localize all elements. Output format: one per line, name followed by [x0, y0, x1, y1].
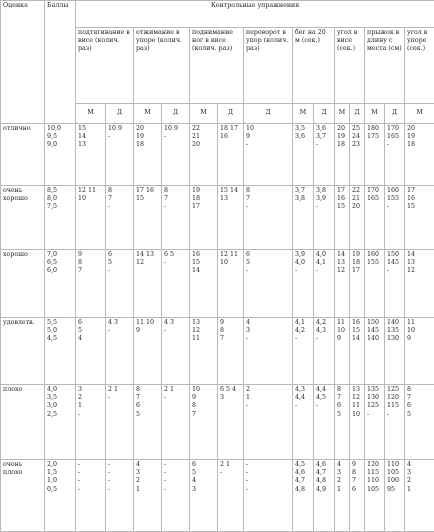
norm-cell: 18 17 16 [218, 124, 244, 186]
norm-cell: 20 19 18 [405, 124, 434, 186]
gender-subheader: М [335, 104, 350, 124]
gender-subheader: М [134, 104, 162, 124]
points-value: 2,0 1,5 1,0 0,5 [45, 460, 76, 532]
exercise-header-long-jump: прыжок в длину с места (см) [365, 28, 405, 104]
norm-cell: 11 10 9 [405, 318, 434, 385]
norm-cell: 4 3 2 1 [335, 460, 350, 532]
norm-cell: 8 7 6 5 [134, 385, 162, 460]
norm-cell: 19 18 17 [350, 250, 365, 318]
gender-subheader: Д [385, 104, 405, 124]
norm-cell: 8 7 - [162, 186, 190, 250]
exercise-header-support-angle: угол в упоре (сек.) [405, 28, 434, 104]
gender-subheader: Д [106, 104, 134, 124]
norm-cell: 150 145 140 [365, 318, 385, 385]
norm-cell: 6 5 - [106, 250, 134, 318]
gender-subheader: Д [314, 104, 335, 124]
norm-cell: 4 3 2 1 [405, 460, 434, 532]
exercises-group-header: Контрольные упражнения [76, 1, 434, 28]
norm-cell: - - - - [106, 460, 134, 532]
norm-cell: 9 8 7 [76, 250, 106, 318]
norm-cell: 4 3 - [162, 318, 190, 385]
exercise-header-turnover: переворот в упор (колич. раз) [244, 28, 293, 104]
norm-cell: 16 15 14 [350, 318, 365, 385]
norm-cell: 6 5 4 3 [218, 385, 244, 460]
norm-cell: 110 105 100 95 [385, 460, 405, 532]
grade-label: хорошо [1, 250, 45, 318]
norm-cell: 15 14 13 [218, 186, 244, 250]
norm-cell: 3,6 3,7 - [314, 124, 335, 186]
norm-cell: 15 14 13 [76, 124, 106, 186]
norm-cell: 4 3 - [244, 318, 293, 385]
norm-cell: 3,9 4,0 - [293, 250, 314, 318]
grade-header: Оценка [1, 1, 45, 124]
grade-label: очень хорошо [1, 186, 45, 250]
grade-label: плохо [1, 385, 45, 460]
table-row [1, 186, 434, 250]
table-row [1, 385, 434, 460]
points-value: 8,5 8,0 7,5 [45, 186, 76, 250]
norm-cell: 2 1 - [244, 385, 293, 460]
norm-cell: 160 155 - [385, 186, 405, 250]
norm-cell: 2 1 - [218, 460, 244, 532]
norm-cell: 25 24 23 [350, 124, 365, 186]
norm-cell: 8 7 - [244, 186, 293, 250]
table-row [1, 460, 434, 532]
points-value: 4,0 3,5 3,0 2,5 [45, 385, 76, 460]
grade-label: удовлетв. [1, 318, 45, 385]
norm-cell: 4 3 - [106, 318, 134, 385]
norm-cell: 2 1 - [162, 385, 190, 460]
norm-cell: 180 175 [365, 124, 385, 186]
norm-cell: 4,0 4,1 - [314, 250, 335, 318]
table-row [1, 250, 434, 318]
exercise-header-run-20m: бег на 20 м (сек.) [293, 28, 335, 104]
norm-cell: 170 165 [365, 186, 385, 250]
gender-subheader: Д [244, 104, 293, 124]
norm-cell: 4,4 4,5 - [314, 385, 335, 460]
norm-cell: 2 1 - [106, 385, 134, 460]
norm-cell: 13 12 11 [190, 318, 218, 385]
norm-cell: 10 9 - [106, 124, 134, 186]
norm-cell: 17 16 15 [335, 186, 350, 250]
table-row [1, 318, 434, 385]
norm-cell: 3,5 3,6 [293, 124, 314, 186]
norm-cell: 9 8 7 6 [350, 460, 365, 532]
norm-cell: 20 19 18 [335, 124, 350, 186]
grade-label: очень плохо [1, 460, 45, 532]
norm-cell: 4 3 2 1 [134, 460, 162, 532]
norm-cell: 4,3 4,4 - [293, 385, 314, 460]
norm-cell: 10 9 - [244, 124, 293, 186]
exercise-header-pushups: отжимание в упоре (колич. раз) [134, 28, 190, 104]
norm-cell: 14 13 12 [405, 250, 434, 318]
norm-cell: 8 7 - [106, 186, 134, 250]
exercise-header-hang-angle: угол в висе (сек.) [335, 28, 365, 104]
norm-cell: 13 12 11 10 [350, 385, 365, 460]
norm-cell: 4,6 4,7 4,8 4,9 [314, 460, 335, 532]
norm-cell: 10 9 - [162, 124, 190, 186]
norm-cell: 120 115 110 105 [365, 460, 385, 532]
points-value: 10,0 9,5 9,0 [45, 124, 76, 186]
gender-subheader: Д [162, 104, 190, 124]
norm-cell: 22 21 20 [190, 124, 218, 186]
gender-subheader: М [405, 104, 434, 124]
norm-cell: 10 9 8 7 [190, 385, 218, 460]
gender-subheader: М [190, 104, 218, 124]
norm-cell: 4,2 4,3 - [314, 318, 335, 385]
norm-cell: 125 120 115 - [385, 385, 405, 460]
norm-cell: 11 10 9 [134, 318, 162, 385]
points-value: 5,5 5,0 4,5 [45, 318, 76, 385]
norm-cell: 14 13 12 [134, 250, 162, 318]
norm-cell: 8 7 6 5 [335, 385, 350, 460]
norm-cell: - - - - [244, 460, 293, 532]
norm-cell: 140 135 130 [385, 318, 405, 385]
norm-cell: 160 155 [365, 250, 385, 318]
points-header: Баллы [45, 1, 76, 124]
gender-subheader: М [76, 104, 106, 124]
norm-cell: 19 18 17 [190, 186, 218, 250]
exercise-header-pullups: подтягивание в висе (колич. раз) [76, 28, 134, 104]
table-row [1, 124, 434, 186]
norm-cell: 22 21 20 [350, 186, 365, 250]
norm-cell: 8 7 6 5 [405, 385, 434, 460]
norm-cell: 17 16 15 [134, 186, 162, 250]
norm-cell: 6 5 4 [76, 318, 106, 385]
gender-subheader: Д [218, 104, 244, 124]
norm-cell: 6 5 - [162, 250, 190, 318]
norm-cell: 6 5 - [244, 250, 293, 318]
norm-cell: 9 8 7 [218, 318, 244, 385]
norm-cell: 12 11 10 [76, 186, 106, 250]
gender-subheader: М [293, 104, 314, 124]
exercise-header-leg-raise: поднимание ног в висе (колич. раз) [190, 28, 244, 104]
norm-cell: 135 130 125 - [365, 385, 385, 460]
norm-cell: - - - - [76, 460, 106, 532]
norm-cell: 16 15 14 [190, 250, 218, 318]
grade-label: отлично [1, 124, 45, 186]
gender-subheader: Д [350, 104, 365, 124]
norm-cell: 12 11 10 [218, 250, 244, 318]
norm-cell: 150 145 - [385, 250, 405, 318]
norm-cell: 11 10 9 [335, 318, 350, 385]
norm-cell: 3,7 3,8 [293, 186, 314, 250]
norm-cell: 3,8 3,9 - [314, 186, 335, 250]
norm-cell: 4,1 4,2 - [293, 318, 314, 385]
norm-cell: 6 5 4 3 [190, 460, 218, 532]
norm-cell: 4,5 4,6 4,7 4,8 [293, 460, 314, 532]
norm-cell: 20 19 18 [134, 124, 162, 186]
points-value: 7,0 6,5 6,0 [45, 250, 76, 318]
norm-cell: 170 165 - [385, 124, 405, 186]
norm-cell: 14 13 12 [335, 250, 350, 318]
norm-cell: - - - - [162, 460, 190, 532]
gender-subheader: М [365, 104, 385, 124]
norm-cell: 3 2 1 - [76, 385, 106, 460]
norm-cell: 17 16 15 [405, 186, 434, 250]
